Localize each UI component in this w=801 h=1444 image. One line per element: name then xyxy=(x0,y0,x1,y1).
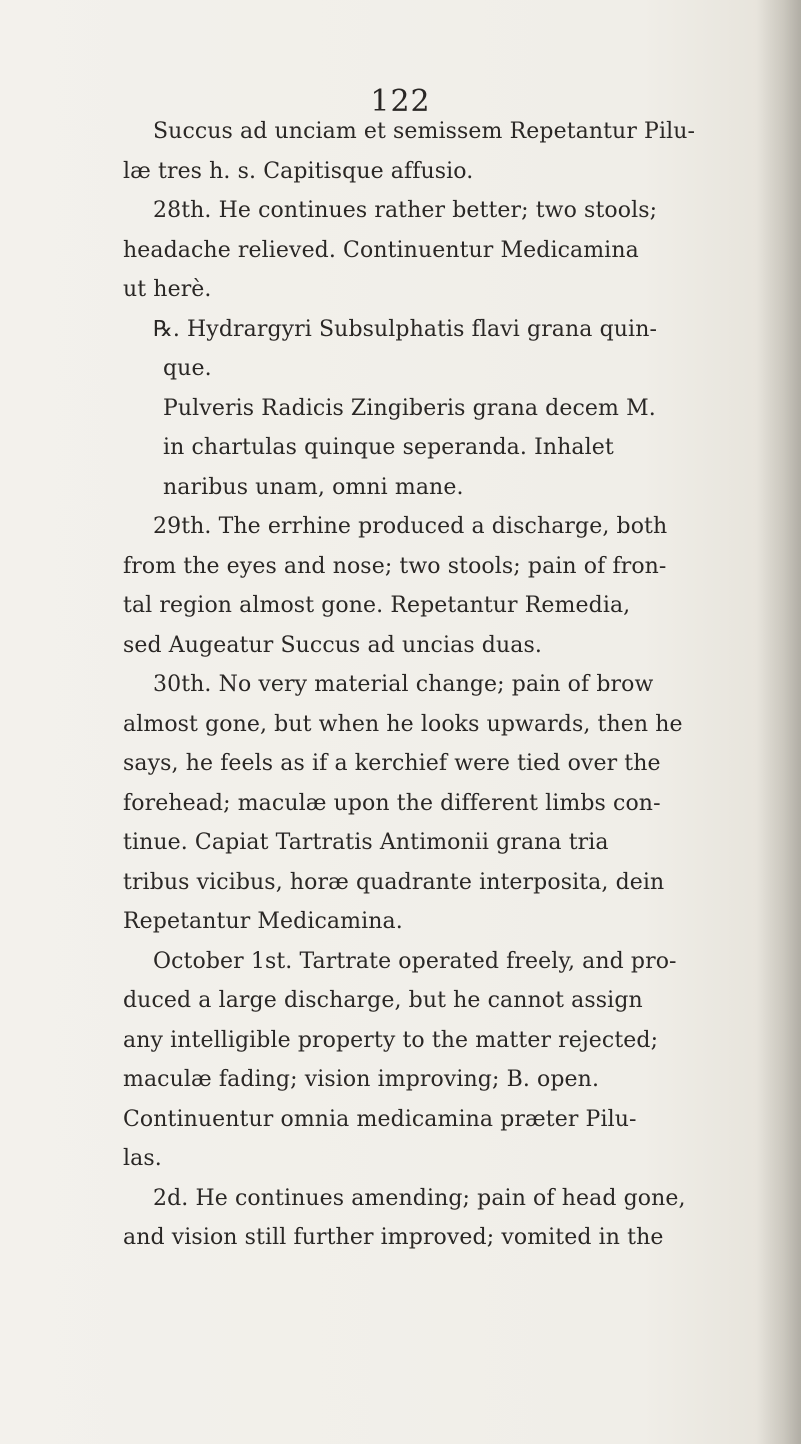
text-line: naribus unam, omni mane. xyxy=(163,474,464,500)
text-line: maculæ fading; vision improving; B. open. xyxy=(123,1067,600,1092)
text-line: læ tres h. s. Capitisque affusio. xyxy=(123,158,474,184)
text-line: Pulveris Radicis Zingiberis grana decem M. xyxy=(163,395,656,421)
text-line: any intelligible property to the matter rejected; xyxy=(123,1027,659,1053)
text-line: from the eyes and nose; two stools; pain of fron- xyxy=(123,553,667,579)
text-line: tinue. Capiat Tartratis Antimonii grana tria xyxy=(123,830,609,855)
page-number: 122 xyxy=(370,84,431,119)
text-line: 30th. No very material change; pain of brow xyxy=(153,672,654,697)
text-line: 2d. He continues amending; pain of head gone, xyxy=(153,1185,686,1211)
text-line: Repetantur Medicamina. xyxy=(123,909,403,934)
text-line: headache relieved. Continuentur Medicamina xyxy=(123,237,639,263)
text-line: duced a large discharge, but he cannot assign xyxy=(123,988,643,1013)
text-line: October 1st. Tartrate operated freely, and pro- xyxy=(153,948,677,974)
text-line: and vision still further improved; vomited in the xyxy=(123,1225,664,1250)
text-line: ut herè. xyxy=(123,277,212,302)
text-line: las. xyxy=(123,1146,162,1171)
text-line: tal region almost gone. Repetantur Remedia, xyxy=(123,593,631,618)
text-line: says, he feels as if a kerchief were tied over the xyxy=(123,751,661,776)
text-line: 28th. He continues rather better; two stools; xyxy=(153,198,658,223)
text-line: almost gone, but when he looks upwards, then he xyxy=(123,711,683,737)
text-line: Succus ad unciam et semissem Repetantur Pilu- xyxy=(153,119,696,144)
text-line: Continuentur omnia medicamina præter Pilu- xyxy=(123,1106,637,1132)
body-text xyxy=(123,112,763,1258)
text-line: que. xyxy=(163,356,212,381)
text-line: sed Augeatur Succus ad uncias duas. xyxy=(123,632,542,658)
text-line: in chartulas quinque seperanda. Inhalet xyxy=(163,435,614,460)
text-line: 29th. The errhine produced a discharge, both xyxy=(153,514,668,539)
text-line: forehead; maculæ upon the different limbs con- xyxy=(123,790,661,816)
text-line: ℞. Hydrargyri Subsulphatis flavi grana quin- xyxy=(153,316,657,342)
text-line: tribus vicibus, horæ quadrante interposita, dein xyxy=(123,869,665,895)
